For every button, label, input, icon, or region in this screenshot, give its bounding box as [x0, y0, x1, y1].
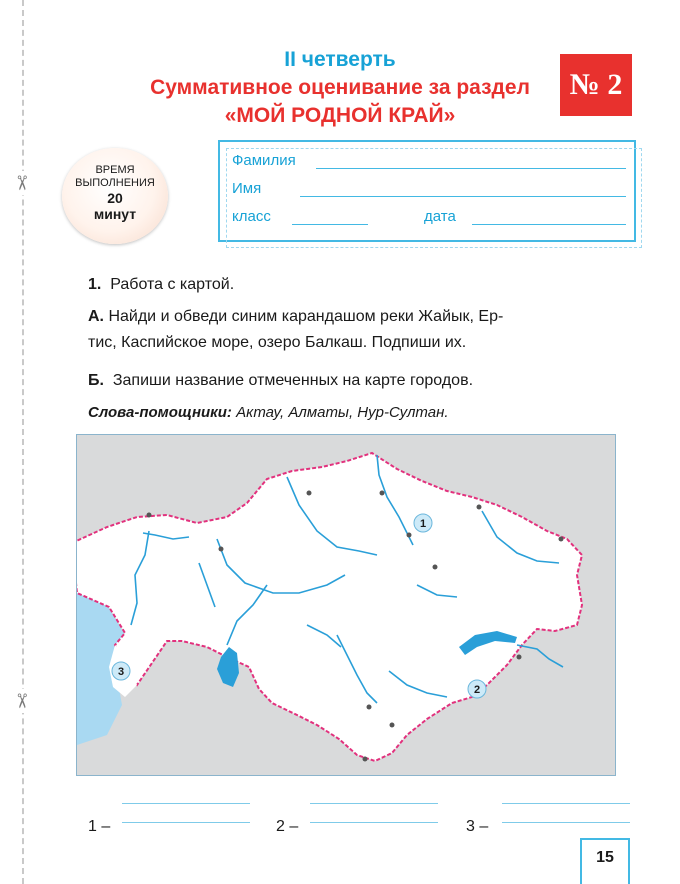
class-label: класс	[232, 208, 271, 225]
marker-2-label: 2	[473, 684, 481, 696]
task-b-letter: Б.	[88, 372, 104, 389]
task-1-title: Работа с картой.	[110, 276, 235, 293]
name-field[interactable]	[300, 196, 626, 197]
quarter-heading: II четверть	[284, 48, 396, 71]
kazakhstan-map	[76, 434, 616, 776]
time-label-2: ВЫПОЛНЕНИЯ	[75, 177, 155, 189]
task-b	[88, 368, 473, 394]
map-marker-3	[112, 662, 130, 680]
surname-label: Фамилия	[232, 152, 296, 169]
answer-3-guide	[502, 803, 630, 804]
class-field[interactable]	[292, 224, 368, 225]
answer-1-guide	[122, 803, 250, 804]
scissors-icon: ✂	[11, 171, 33, 195]
map-marker-1	[414, 514, 432, 532]
task-b-text: Запиши название отмеченных на карте городов.	[112, 372, 474, 389]
section-title: «МОЙ РОДНОЙ КРАЙ»	[224, 104, 456, 127]
date-field[interactable]	[472, 224, 626, 225]
page-number-box	[580, 838, 630, 884]
cut-line	[22, 0, 24, 884]
helper-words	[88, 404, 449, 421]
student-info-box	[218, 140, 636, 242]
assessment-title: Суммативное оценивание за раздел	[150, 76, 530, 99]
answer-2-label: 2 –	[276, 818, 299, 835]
name-label: Имя	[232, 180, 262, 197]
scissors-icon: ✂	[11, 689, 33, 713]
answer-1-field[interactable]	[122, 822, 250, 823]
assessment-number-badge: № 2	[560, 54, 632, 116]
answer-3-field[interactable]	[502, 822, 630, 823]
helper-label: Слова-помощники:	[88, 404, 232, 421]
date-label: дата	[424, 208, 456, 225]
map-marker-2	[468, 680, 486, 698]
task-a-line-2: тис, Каспийское море, озеро Балкаш. Подпиши их.	[88, 334, 467, 351]
task-a	[88, 304, 628, 356]
answer-2-field[interactable]	[310, 822, 438, 823]
time-badge	[62, 148, 168, 244]
time-unit: минут	[93, 206, 137, 222]
country-land	[77, 453, 582, 761]
task-a-letter: А.	[88, 308, 104, 325]
answer-2-guide	[310, 803, 438, 804]
map-svg	[77, 435, 615, 775]
helper-word-list: Актау, Алматы, Нур-Султан.	[236, 404, 449, 421]
marker-1-label: 1	[419, 518, 427, 530]
time-label-1: ВРЕМЯ	[95, 164, 135, 176]
marker-3-label: 3	[117, 666, 125, 678]
task-1-number: 1.	[88, 276, 102, 293]
page-number: 15	[596, 849, 614, 866]
time-value: 20	[107, 190, 123, 206]
task-a-line-1: Найди и обведи синим карандашом реки Жайык, Ер-	[108, 308, 504, 325]
answer-3-label: 3 –	[466, 818, 489, 835]
surname-field[interactable]	[316, 168, 626, 169]
answer-1-label: 1 –	[88, 818, 111, 835]
task-1	[88, 272, 234, 298]
